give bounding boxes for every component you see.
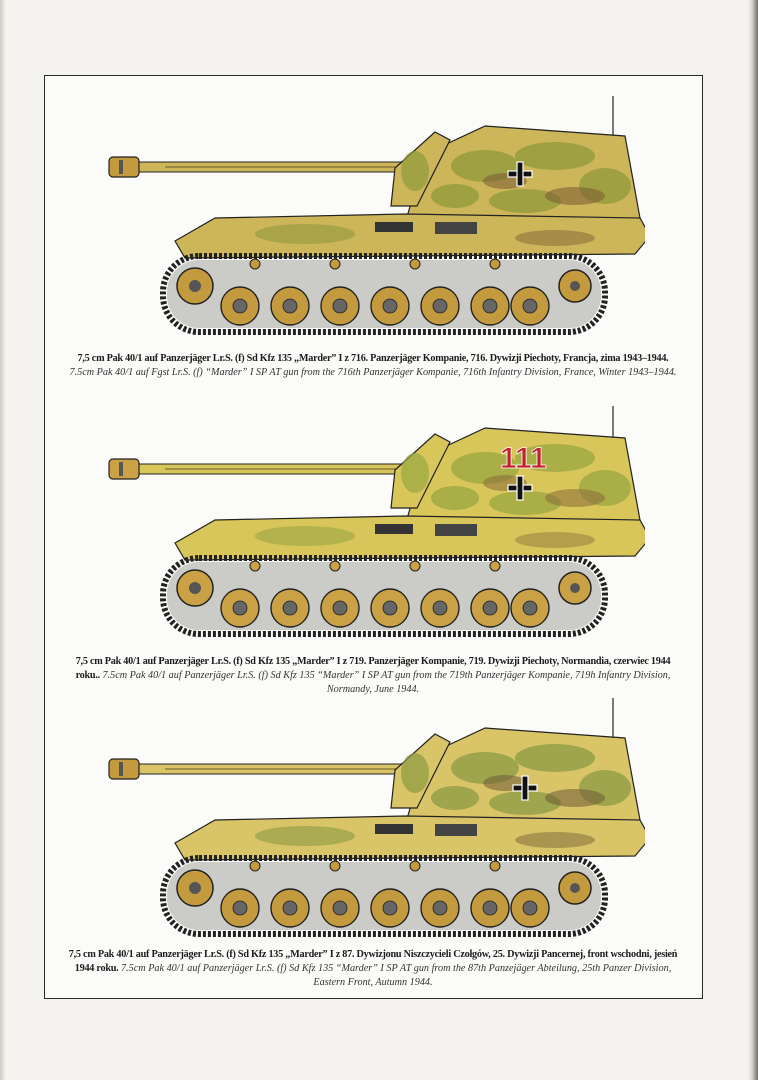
track-assembly — [163, 558, 605, 634]
caption-1-polish: 7,5 cm Pak 40/1 auf Panzerjäger Lr.S. (f) Sd Kfz 135 „Marder” I z 716. Panzerjäger Kompanie, 716. Dywizji Piechoty, Francja, zima 1943–1944. — [77, 353, 669, 364]
vehicle-illustration-2 — [105, 406, 645, 646]
hull — [175, 214, 645, 258]
caption-2-polish: 7,5 cm Pak 40/1 auf Panzerjäger Lr.S. (f) Sd Kfz 135 „Marder” I z 719. Panzerjäger Kompanie, 719. Dywizji Piechoty, Normandia, czerwiec 1944 roku.. — [75, 656, 671, 681]
gun-barrel — [109, 157, 417, 177]
vehicle-illustration-1 — [105, 96, 645, 351]
caption-1 — [67, 352, 679, 380]
caption-2-english: 7.5cm Pak 40/1 auf Panzerjäger Lr.S. (f) Sd Kfz 135 “Marder” I SP AT gun from the 719th Panzerjäger Kompanie, 719h Infantry Division, Normandy, June 1944. — [102, 670, 671, 695]
caption-3-english: 7.5cm Pak 40/1 auf Panzerjäger Lr.S. (f) Sd Kfz 135 “Marder” I SP AT gun from the 87th Panzejäger Abteilung, 25th Panzer Division, Eastern Front, Autumn 1944. — [121, 963, 672, 988]
track-assembly — [163, 256, 605, 332]
caption-3-polish: 7,5 cm Pak 40/1 auf Panzerjäger Lr.S. (f) Sd Kfz 135 „Marder” I z 87. Dywizjonu Niszczycieli Czołgów, 25. Dywizji Pancernej, front wschodni, jesień 1944 roku. — [68, 949, 678, 974]
page-binding-shadow — [0, 0, 6, 1080]
illustration-frame — [44, 75, 703, 999]
caption-3 — [67, 948, 679, 990]
caption-2 — [67, 655, 679, 697]
superstructure — [391, 96, 640, 224]
gun-barrel — [109, 459, 417, 479]
hull — [175, 816, 645, 860]
caption-1-english: 7.5cm Pak 40/1 auf Fgst Lr.S. (f) “Marder” I SP AT gun from the 716th Panzerjäger Kompanie, 716th Infantry Division, France, Winter 1943–1944. — [69, 367, 677, 378]
track-assembly — [163, 858, 605, 934]
vehicle-illustration-3 — [105, 698, 645, 946]
superstructure — [391, 698, 640, 826]
page-edge-shadow — [748, 0, 758, 1080]
gun-barrel — [109, 759, 417, 779]
tactical-number: 111 — [500, 442, 547, 475]
hull — [175, 516, 645, 560]
